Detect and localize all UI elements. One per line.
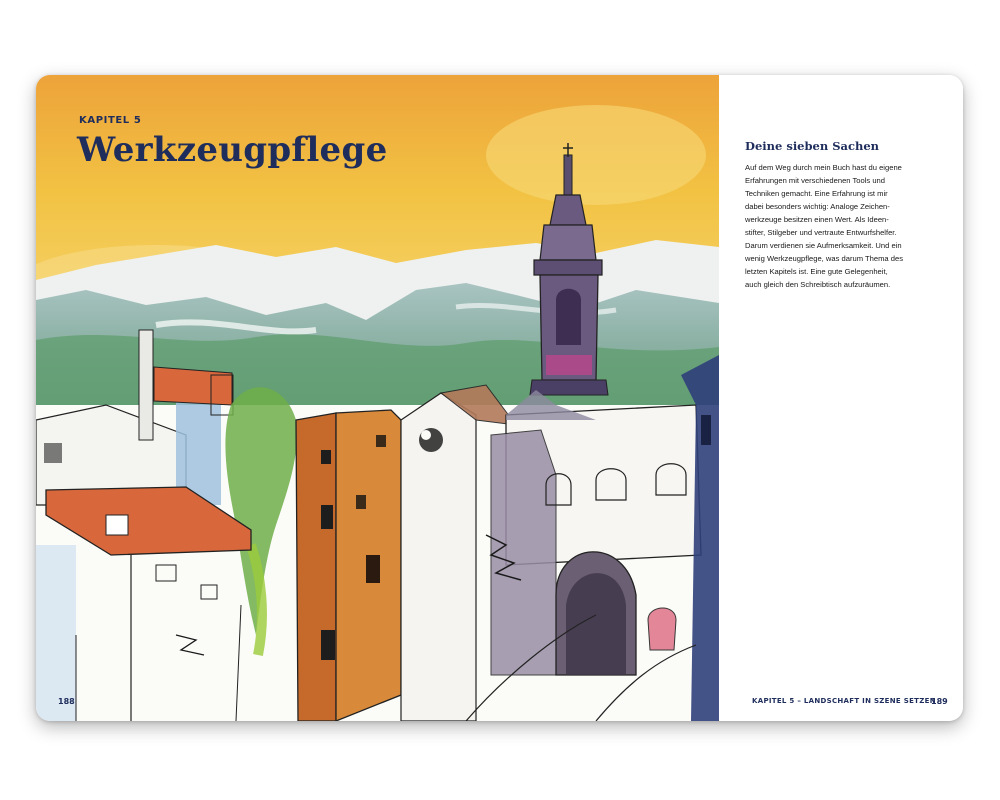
page-number-left: 188	[58, 697, 75, 706]
book-spread	[36, 75, 963, 721]
watercolor-illustration	[36, 75, 719, 721]
townscape-painting	[36, 75, 719, 721]
section-heading: Deine sieben Sachen	[745, 139, 880, 153]
chapter-title: Werkzeugpflege	[77, 130, 388, 170]
running-footer: KAPITEL 5 – LANDSCHAFT IN SZENE SETZEN	[752, 697, 936, 705]
right-text-page	[719, 75, 963, 721]
church-tower-spire	[550, 195, 586, 225]
page-number-right: 189	[931, 697, 948, 706]
chapter-kicker: KAPITEL 5	[79, 115, 142, 126]
body-paragraph: Auf dem Weg durch mein Buch hast du eigene Erfahrungen mit verschiedenen Tools und Techniken gemacht. Eine Erfahrung ist mir dabei besonders wichtig: Analoge Zeichen- werkzeuge besitzen einen Wert. Als Ideen- stifter, Stilgeber und vertraute Entwurfshelfer. Darum verdienen sie Aufmerksamkeit. Und ein wenig Werkzeugpflege, was darum Thema des letzten Kapitels ist. Eine gute Gelegenheit, auch gleich den Schreibtisch aufzuräumen.	[745, 163, 904, 289]
